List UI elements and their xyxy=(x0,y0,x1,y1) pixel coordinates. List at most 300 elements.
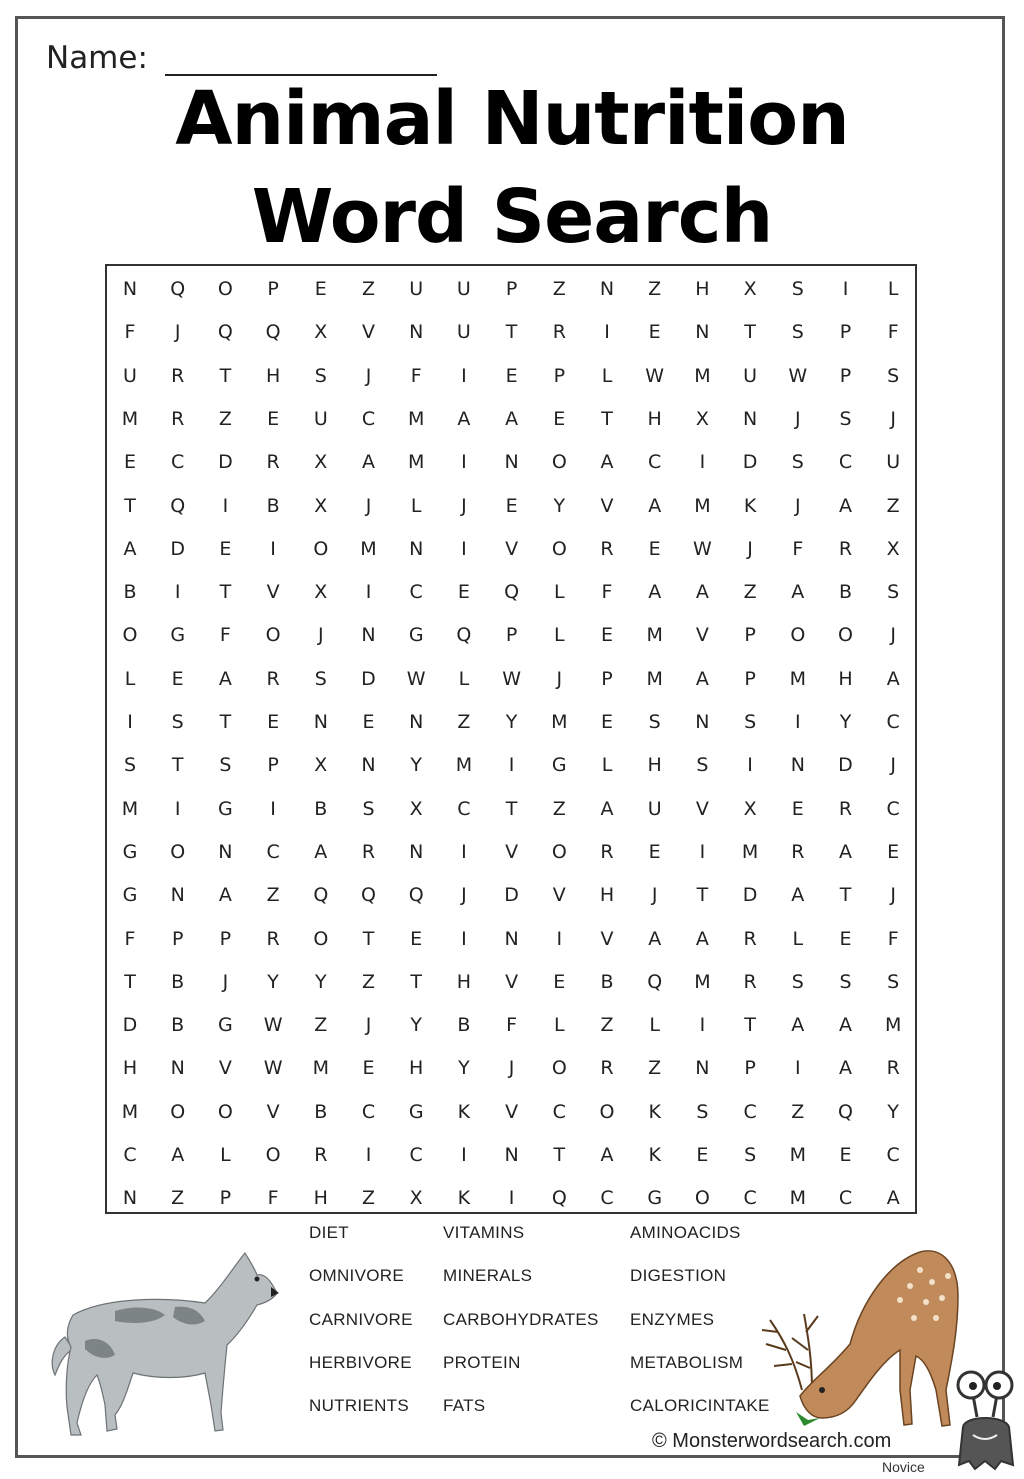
grid-letter[interactable]: P xyxy=(839,321,852,344)
grid-letter[interactable]: D xyxy=(742,451,758,474)
grid-letter[interactable]: S xyxy=(123,754,137,777)
grid-letter[interactable]: L xyxy=(554,1014,565,1037)
grid-letter[interactable]: V xyxy=(218,1057,232,1080)
grid-letter[interactable]: R xyxy=(791,840,805,863)
grid-letter[interactable]: A xyxy=(695,927,709,950)
grid-letter[interactable]: J xyxy=(222,970,229,993)
grid-letter[interactable]: C xyxy=(838,1187,853,1210)
grid-letter[interactable]: M xyxy=(360,537,377,560)
grid-letter[interactable]: E xyxy=(648,321,661,344)
grid-letter[interactable]: J xyxy=(794,494,801,517)
grid-letter[interactable]: F xyxy=(124,927,136,950)
grid-letter[interactable]: L xyxy=(649,1014,660,1037)
grid-letter[interactable]: J xyxy=(365,364,372,387)
grid-letter[interactable]: Z xyxy=(552,797,566,820)
grid-letter[interactable]: M xyxy=(694,364,711,387)
grid-letter[interactable]: S xyxy=(839,970,852,993)
grid-letter[interactable]: J xyxy=(317,624,324,647)
grid-letter[interactable]: V xyxy=(362,321,375,344)
grid-letter[interactable]: X xyxy=(743,278,757,300)
grid-letter[interactable]: D xyxy=(838,754,853,777)
grid-letter[interactable]: U xyxy=(456,321,471,344)
grid-letter[interactable]: M xyxy=(455,754,473,777)
grid-letter[interactable]: S xyxy=(696,754,709,777)
grid-letter[interactable]: Y xyxy=(839,711,852,733)
grid-letter[interactable]: N xyxy=(409,840,424,863)
grid-letter[interactable]: U xyxy=(743,364,758,387)
grid-letter[interactable]: M xyxy=(789,1187,806,1210)
grid-letter[interactable]: N xyxy=(409,321,424,344)
grid-letter[interactable]: U xyxy=(886,451,901,474)
grid-letter[interactable]: E xyxy=(839,927,852,950)
grid-letter[interactable]: H xyxy=(409,1057,424,1080)
grid-letter[interactable]: E xyxy=(314,278,327,300)
grid-letter[interactable]: M xyxy=(741,840,759,863)
grid-letter[interactable]: T xyxy=(696,884,709,907)
grid-letter[interactable]: S xyxy=(744,1144,757,1166)
grid-letter[interactable]: E xyxy=(457,581,470,604)
grid-letter[interactable]: T xyxy=(601,407,613,430)
grid-letter[interactable]: L xyxy=(601,754,613,777)
grid-letter[interactable]: O xyxy=(838,624,853,647)
grid-letter[interactable]: Y xyxy=(314,970,327,993)
grid-letter[interactable]: Y xyxy=(410,754,422,777)
grid-letter[interactable]: Z xyxy=(171,1187,185,1210)
grid-letter[interactable]: U xyxy=(409,278,424,300)
grid-letter[interactable]: M xyxy=(121,407,139,430)
grid-letter[interactable]: R xyxy=(838,537,853,560)
grid-letter[interactable]: R xyxy=(743,927,757,950)
grid-letter[interactable]: I xyxy=(747,754,753,777)
grid-letter[interactable]: M xyxy=(646,667,663,690)
grid-letter[interactable]: U xyxy=(313,407,328,430)
grid-letter[interactable]: X xyxy=(695,407,709,430)
grid-letter[interactable]: P xyxy=(744,667,756,690)
grid-letter[interactable]: C xyxy=(886,1144,900,1166)
grid-letter[interactable]: W xyxy=(263,1014,283,1037)
grid-letter[interactable]: E xyxy=(553,970,566,993)
grid-letter[interactable]: O xyxy=(170,840,186,863)
grid-letter[interactable]: I xyxy=(842,278,849,300)
grid-letter[interactable]: R xyxy=(314,1144,328,1166)
grid-letter[interactable]: E xyxy=(648,840,661,863)
grid-letter[interactable]: E xyxy=(171,667,184,690)
grid-letter[interactable]: I xyxy=(127,711,133,733)
grid-letter[interactable]: X xyxy=(314,321,328,344)
grid-letter[interactable]: T xyxy=(219,364,232,387)
grid-letter[interactable]: G xyxy=(122,884,138,907)
grid-letter[interactable]: O xyxy=(217,1100,233,1123)
grid-letter[interactable]: B xyxy=(838,581,853,604)
grid-letter[interactable]: N xyxy=(504,1144,519,1166)
grid-letter[interactable]: H xyxy=(647,754,662,777)
grid-letter[interactable]: Q xyxy=(408,884,424,907)
grid-letter[interactable]: M xyxy=(407,451,425,474)
grid-letter[interactable]: N xyxy=(122,278,138,300)
grid-letter[interactable]: E xyxy=(219,537,232,560)
grid-letter[interactable]: R xyxy=(600,1057,614,1080)
grid-letter[interactable]: I xyxy=(794,1057,801,1080)
grid-letter[interactable]: T xyxy=(744,321,756,344)
grid-letter[interactable]: O xyxy=(313,927,329,950)
grid-letter[interactable]: W xyxy=(406,667,426,690)
grid-letter[interactable]: X xyxy=(314,451,328,474)
grid-letter[interactable]: D xyxy=(361,667,376,690)
grid-letter[interactable]: V xyxy=(266,581,280,604)
grid-letter[interactable]: W xyxy=(263,1057,283,1080)
grid-letter[interactable]: X xyxy=(314,754,328,777)
grid-letter[interactable]: A xyxy=(314,840,328,863)
grid-letter[interactable]: Q xyxy=(456,624,472,647)
grid-letter[interactable]: A xyxy=(505,407,519,430)
grid-letter[interactable]: A xyxy=(886,1187,900,1210)
grid-letter[interactable]: V xyxy=(600,927,614,950)
grid-letter[interactable]: T xyxy=(219,711,232,733)
grid-letter[interactable]: E xyxy=(696,1144,709,1166)
grid-letter[interactable]: S xyxy=(791,321,804,344)
grid-letter[interactable]: C xyxy=(886,797,900,820)
grid-letter[interactable]: A xyxy=(648,927,662,950)
grid-letter[interactable]: J xyxy=(556,667,563,690)
grid-letter[interactable]: I xyxy=(174,581,181,604)
grid-letter[interactable]: R xyxy=(886,1057,900,1080)
grid-letter[interactable]: E xyxy=(600,711,613,733)
grid-letter[interactable]: O xyxy=(265,1144,281,1166)
grid-letter[interactable]: A xyxy=(171,1144,185,1166)
grid-letter[interactable]: S xyxy=(887,970,900,993)
grid-letter[interactable]: O xyxy=(694,1187,710,1210)
grid-letter[interactable]: X xyxy=(886,537,900,560)
grid-letter[interactable]: E xyxy=(648,537,661,560)
grid-letter[interactable]: A xyxy=(648,581,662,604)
grid-letter[interactable]: X xyxy=(314,581,328,604)
grid-letter[interactable]: C xyxy=(457,797,471,820)
grid-letter[interactable]: N xyxy=(790,754,805,777)
grid-letter[interactable]: J xyxy=(890,624,896,647)
grid-letter[interactable]: O xyxy=(551,840,567,863)
grid-letter[interactable]: E xyxy=(791,797,804,820)
grid-letter[interactable]: N xyxy=(409,711,424,733)
grid-letter[interactable]: E xyxy=(123,451,136,474)
grid-letter[interactable]: A xyxy=(886,667,900,690)
grid-letter[interactable]: Z xyxy=(361,1187,376,1210)
grid-letter[interactable]: S xyxy=(887,364,900,387)
grid-letter[interactable]: N xyxy=(313,711,328,733)
grid-letter[interactable]: L xyxy=(220,1144,231,1166)
grid-letter[interactable]: Q xyxy=(313,884,329,907)
grid-letter[interactable]: N xyxy=(409,537,424,560)
grid-letter[interactable]: W xyxy=(692,537,712,560)
grid-letter[interactable]: J xyxy=(747,537,753,560)
grid-letter[interactable]: A xyxy=(791,884,805,907)
grid-letter[interactable]: Y xyxy=(267,970,279,993)
grid-letter[interactable]: T xyxy=(362,927,375,950)
grid-letter[interactable]: T xyxy=(171,754,184,777)
grid-letter[interactable]: D xyxy=(170,537,185,560)
grid-letter[interactable]: P xyxy=(505,624,518,647)
grid-letter[interactable]: E xyxy=(600,624,613,647)
grid-letter[interactable]: A xyxy=(218,884,232,907)
grid-letter[interactable]: V xyxy=(552,884,566,907)
grid-letter[interactable]: L xyxy=(410,494,422,517)
grid-letter[interactable]: S xyxy=(791,278,804,300)
grid-letter[interactable]: I xyxy=(365,1144,372,1166)
grid-letter[interactable]: F xyxy=(601,581,613,604)
grid-letter[interactable]: O xyxy=(217,278,233,300)
grid-letter[interactable]: A xyxy=(218,667,232,690)
grid-letter[interactable]: S xyxy=(219,754,232,777)
grid-letter[interactable]: O xyxy=(551,537,567,560)
grid-letter[interactable]: K xyxy=(457,1100,471,1123)
grid-letter[interactable]: F xyxy=(792,537,804,560)
grid-letter[interactable]: H xyxy=(313,1187,328,1210)
grid-letter[interactable]: W xyxy=(502,667,521,690)
grid-letter[interactable]: E xyxy=(267,407,280,430)
grid-letter[interactable]: Y xyxy=(458,1057,470,1080)
grid-letter[interactable]: X xyxy=(314,494,328,517)
grid-letter[interactable]: Q xyxy=(838,1100,853,1123)
grid-letter[interactable]: A xyxy=(600,451,614,474)
grid-letter[interactable]: C xyxy=(361,1100,376,1123)
grid-letter[interactable]: H xyxy=(838,667,853,690)
grid-letter[interactable]: V xyxy=(695,797,709,820)
grid-letter[interactable]: E xyxy=(839,1144,852,1166)
grid-letter[interactable]: Z xyxy=(600,1014,614,1037)
grid-letter[interactable]: B xyxy=(123,581,137,604)
grid-letter[interactable]: Y xyxy=(505,711,518,733)
grid-letter[interactable]: M xyxy=(884,1014,902,1037)
grid-letter[interactable]: B xyxy=(171,970,185,993)
grid-letter[interactable]: R xyxy=(266,927,280,950)
grid-letter[interactable]: C xyxy=(743,1187,757,1210)
grid-letter[interactable]: I xyxy=(699,1014,706,1037)
grid-letter[interactable]: Y xyxy=(553,494,566,517)
grid-letter[interactable]: A xyxy=(123,537,137,560)
grid-letter[interactable]: N xyxy=(695,321,710,344)
grid-letter[interactable]: T xyxy=(219,581,232,604)
grid-letter[interactable]: T xyxy=(124,494,136,517)
grid-letter[interactable]: N xyxy=(695,1057,710,1080)
grid-letter[interactable]: V xyxy=(505,970,519,993)
grid-letter[interactable]: G xyxy=(122,840,138,863)
grid-letter[interactable]: R xyxy=(838,797,853,820)
grid-letter[interactable]: J xyxy=(508,1057,515,1080)
grid-letter[interactable]: Q xyxy=(361,884,376,907)
grid-letter[interactable]: K xyxy=(743,494,757,517)
grid-letter[interactable]: V xyxy=(695,624,709,647)
grid-letter[interactable]: U xyxy=(123,364,137,387)
grid-letter[interactable]: F xyxy=(267,1187,279,1210)
grid-letter[interactable]: I xyxy=(365,581,372,604)
grid-letter[interactable]: T xyxy=(839,884,852,907)
grid-letter[interactable]: M xyxy=(121,1100,139,1123)
grid-letter[interactable]: A xyxy=(839,494,852,517)
grid-letter[interactable]: P xyxy=(505,278,518,300)
grid-letter[interactable]: Z xyxy=(457,711,471,733)
grid-letter[interactable]: J xyxy=(890,884,896,907)
grid-letter[interactable]: E xyxy=(887,840,900,863)
grid-letter[interactable]: J xyxy=(651,884,658,907)
grid-letter[interactable]: C xyxy=(600,1187,614,1210)
grid-letter[interactable]: P xyxy=(171,927,184,950)
grid-letter[interactable]: V xyxy=(505,537,519,560)
grid-letter[interactable]: I xyxy=(699,840,706,863)
grid-letter[interactable]: O xyxy=(170,1100,186,1123)
grid-letter[interactable]: J xyxy=(365,1014,372,1037)
grid-letter[interactable]: O xyxy=(551,451,567,474)
grid-letter[interactable]: I xyxy=(174,797,181,820)
grid-letter[interactable]: T xyxy=(410,970,422,993)
grid-letter[interactable]: A xyxy=(839,1014,852,1037)
grid-letter[interactable]: Q xyxy=(265,321,281,344)
grid-letter[interactable]: A xyxy=(600,1144,614,1166)
grid-letter[interactable]: Z xyxy=(743,581,757,604)
grid-letter[interactable]: H xyxy=(599,884,615,907)
grid-letter[interactable]: S xyxy=(171,711,184,733)
grid-letter[interactable]: E xyxy=(505,494,518,517)
grid-letter[interactable]: C xyxy=(838,451,853,474)
grid-letter[interactable]: N xyxy=(361,754,376,777)
grid-letter[interactable]: O xyxy=(551,1057,567,1080)
grid-letter[interactable]: L xyxy=(554,624,565,647)
grid-letter[interactable]: I xyxy=(604,321,610,344)
grid-letter[interactable]: I xyxy=(461,840,467,863)
grid-letter[interactable]: T xyxy=(505,797,518,820)
grid-letter[interactable]: A xyxy=(791,581,805,604)
grid-letter[interactable]: W xyxy=(788,364,808,387)
grid-letter[interactable]: R xyxy=(743,970,757,993)
grid-letter[interactable]: J xyxy=(365,494,372,517)
grid-letter[interactable]: O xyxy=(790,624,806,647)
grid-letter[interactable]: I xyxy=(508,754,515,777)
grid-letter[interactable]: J xyxy=(461,494,467,517)
grid-letter[interactable]: J xyxy=(794,407,801,430)
grid-letter[interactable]: A xyxy=(695,667,709,690)
grid-letter[interactable]: X xyxy=(409,1187,423,1210)
grid-letter[interactable]: C xyxy=(361,407,376,430)
grid-letter[interactable]: N xyxy=(695,711,710,733)
grid-letter[interactable]: Z xyxy=(314,1014,328,1037)
grid-letter[interactable]: N xyxy=(742,407,758,430)
grid-letter[interactable]: P xyxy=(219,1187,232,1210)
grid-letter[interactable]: T xyxy=(744,1014,756,1037)
grid-letter[interactable]: H xyxy=(265,364,281,387)
grid-letter[interactable]: S xyxy=(314,667,327,690)
grid-letter[interactable]: R xyxy=(171,364,185,387)
grid-letter[interactable]: K xyxy=(457,1187,471,1210)
grid-letter[interactable]: C xyxy=(743,1100,757,1123)
grid-letter[interactable]: F xyxy=(410,364,422,387)
grid-letter[interactable]: E xyxy=(410,927,423,950)
grid-letter[interactable]: V xyxy=(266,1100,280,1123)
grid-letter[interactable]: I xyxy=(461,1144,467,1166)
grid-letter[interactable]: P xyxy=(839,364,852,387)
grid-letter[interactable]: A xyxy=(457,407,471,430)
grid-letter[interactable]: C xyxy=(409,581,423,604)
grid-letter[interactable]: P xyxy=(553,364,566,387)
grid-letter[interactable]: S xyxy=(648,711,661,733)
grid-letter[interactable]: M xyxy=(407,407,425,430)
grid-letter[interactable]: A xyxy=(791,1014,805,1037)
grid-letter[interactable]: N xyxy=(504,927,519,950)
grid-letter[interactable]: L xyxy=(887,278,899,300)
grid-letter[interactable]: K xyxy=(648,1100,661,1123)
grid-letter[interactable]: N xyxy=(170,884,185,907)
grid-letter[interactable]: R xyxy=(600,537,614,560)
grid-letter[interactable]: I xyxy=(270,537,276,560)
grid-letter[interactable]: G xyxy=(408,624,424,647)
grid-letter[interactable]: E xyxy=(362,711,375,733)
grid-letter[interactable]: V xyxy=(505,840,519,863)
grid-letter[interactable]: Q xyxy=(647,970,663,993)
grid-letter[interactable]: Q xyxy=(504,581,520,604)
grid-letter[interactable]: G xyxy=(551,754,567,777)
grid-letter[interactable]: X xyxy=(743,797,757,820)
grid-letter[interactable]: T xyxy=(553,1144,566,1166)
grid-letter[interactable]: M xyxy=(551,711,568,733)
grid-letter[interactable]: C xyxy=(648,451,662,474)
grid-letter[interactable]: D xyxy=(504,884,519,907)
grid-letter[interactable]: I xyxy=(461,364,467,387)
grid-letter[interactable]: M xyxy=(121,797,139,820)
grid-letter[interactable]: F xyxy=(887,927,899,950)
grid-letter[interactable]: N xyxy=(599,278,615,300)
grid-letter[interactable]: B xyxy=(457,1014,471,1037)
grid-letter[interactable]: S xyxy=(696,1100,709,1123)
grid-letter[interactable]: H xyxy=(456,970,472,993)
grid-letter[interactable]: F xyxy=(124,321,136,344)
grid-letter[interactable]: M xyxy=(312,1057,329,1080)
grid-letter[interactable]: J xyxy=(174,321,181,344)
grid-letter[interactable]: Q xyxy=(170,278,186,300)
grid-letter[interactable]: A xyxy=(362,451,375,474)
grid-letter[interactable]: E xyxy=(505,364,518,387)
grid-letter[interactable]: C xyxy=(123,1144,137,1166)
grid-letter[interactable]: N xyxy=(504,451,519,474)
grid-letter[interactable]: Y xyxy=(410,1014,422,1037)
grid-letter[interactable]: C xyxy=(409,1144,423,1166)
grid-letter[interactable]: O xyxy=(265,624,281,647)
grid-letter[interactable]: L xyxy=(792,927,804,950)
grid-letter[interactable]: J xyxy=(890,754,896,777)
grid-letter[interactable]: I xyxy=(794,711,801,733)
grid-letter[interactable]: R xyxy=(171,407,185,430)
grid-letter[interactable]: Q xyxy=(170,494,186,517)
grid-letter[interactable]: I xyxy=(461,451,467,474)
grid-letter[interactable]: G xyxy=(170,624,186,647)
grid-letter[interactable]: Q xyxy=(551,1187,567,1210)
grid-letter[interactable]: U xyxy=(456,278,471,300)
grid-letter[interactable]: G xyxy=(218,797,233,820)
grid-letter[interactable]: B xyxy=(314,1100,328,1123)
grid-letter[interactable]: N xyxy=(361,624,376,647)
grid-letter[interactable]: D xyxy=(122,1014,138,1037)
grid-letter[interactable]: M xyxy=(789,667,806,690)
grid-letter[interactable]: H xyxy=(695,278,710,300)
grid-letter[interactable]: M xyxy=(694,970,711,993)
grid-letter[interactable]: D xyxy=(742,884,758,907)
grid-letter[interactable]: C xyxy=(266,840,280,863)
grid-letter[interactable]: I xyxy=(556,927,563,950)
grid-letter[interactable]: Z xyxy=(266,884,280,907)
grid-letter[interactable]: I xyxy=(222,494,229,517)
grid-letter[interactable]: G xyxy=(408,1100,424,1123)
grid-letter[interactable]: O xyxy=(599,1100,615,1123)
grid-letter[interactable]: B xyxy=(600,970,614,993)
grid-letter[interactable]: E xyxy=(267,711,280,733)
grid-letter[interactable]: I xyxy=(508,1187,515,1210)
grid-letter[interactable]: P xyxy=(219,927,232,950)
